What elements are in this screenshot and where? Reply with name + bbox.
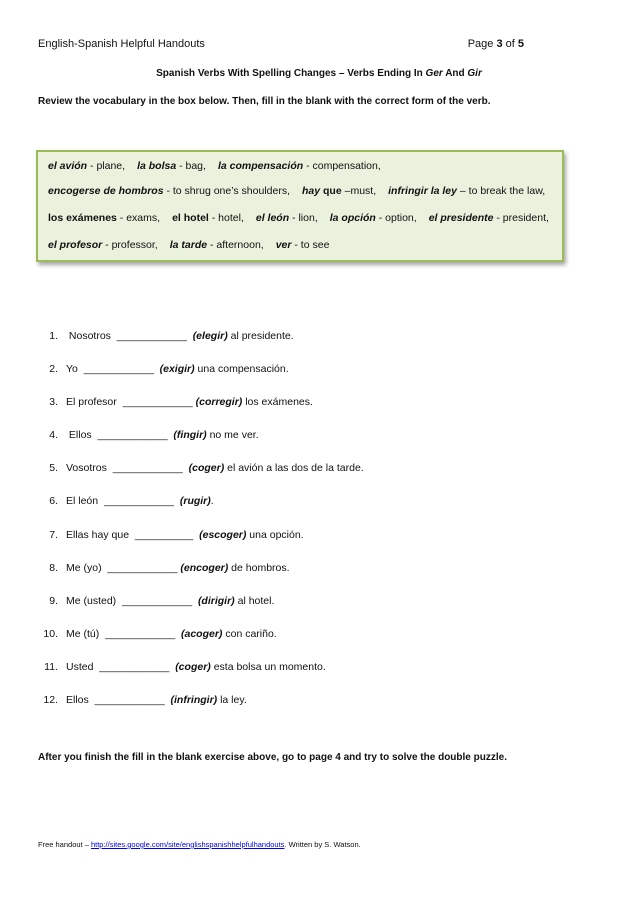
vocab-entry: la compensación - compensation,	[217, 160, 381, 172]
vocab-entry: el león - lion,	[255, 212, 318, 224]
vocab-entry: el presidente - president,	[428, 212, 549, 224]
footer-link[interactable]: http://sites.google.com/site/englishspanishhelpfulhandouts	[90, 840, 285, 849]
vocab-line	[48, 158, 552, 178]
vocab-entry: el avión - plane,	[48, 160, 126, 172]
exercise-item: 5. Vosotros ____________ (coger) el avión a las dos de la tarde.	[49, 462, 364, 475]
header-title: English-Spanish Helpful Handouts	[38, 38, 205, 50]
instructions: Review the vocabulary in the box below. Then, fill in the blank with the correct form of the verb.	[38, 96, 491, 107]
exercise-item: 3. El profesor ____________ (corregir) los exámenes.	[49, 396, 313, 409]
exercise-item: 6. El león ____________ (rugir).	[49, 495, 214, 508]
vocab-entry: el hotel - hotel,	[172, 212, 244, 224]
vocab-entry: el profesor - professor,	[48, 239, 158, 251]
vocab-entry: hay que –must,	[302, 185, 377, 197]
vocab-entry: la bolsa - bag,	[137, 160, 206, 172]
vocab-entry: encogerse de hombros - to shrug one’s shoulders,	[48, 185, 290, 197]
exercise-item: 11. Usted ____________ (coger) esta bolsa un momento.	[44, 660, 326, 673]
closing-instructions: After you finish the fill in the blank exercise above, go to page 4 and try to solve the double puzzle.	[38, 752, 507, 763]
exercise-item: 10. Me (tú) ____________ (acoger) con cariño.	[43, 627, 277, 640]
exercise-list	[38, 326, 364, 723]
vocab-line	[48, 232, 552, 259]
vocab-line	[48, 178, 552, 205]
page-title: Spanish Verbs With Spelling Changes – Verbs Ending In Ger And Gir	[156, 68, 482, 79]
vocab-entry: la opción - option,	[329, 212, 417, 224]
exercise-item: 7. Ellas hay que __________ (escoger) una opción.	[49, 528, 304, 541]
vocab-entry: ver - to see	[275, 239, 330, 251]
vocab-entry: los exámenes - exams,	[48, 212, 161, 224]
exercise-item: 12. Ellos ____________ (infringir) la ley.	[43, 694, 247, 707]
exercise-item: 1. Nosotros ____________ (elegir) al presidente.	[49, 330, 294, 342]
page-number: Page 3 of 5	[467, 38, 524, 50]
vocabulary-box	[36, 150, 564, 262]
footer: Free handout – http://sites.google.com/site/englishspanishhelpfulhandouts. Written by S. Watson.	[38, 840, 361, 849]
exercise-item: 2. Yo ____________ (exigir) una compensación.	[49, 363, 289, 376]
exercise-item: 4. Ellos ____________ (fingir) no me ver.	[49, 429, 259, 442]
vocab-line	[48, 205, 552, 232]
vocab-entry: la tarde - afternoon,	[169, 239, 264, 251]
exercise-item: 9. Me (usted) ____________ (dirigir) al hotel.	[49, 594, 275, 607]
vocab-entry: infringir la ley – to break the law,	[388, 185, 546, 197]
exercise-item: 8. Me (yo) ____________ (encoger) de hombros.	[49, 561, 290, 574]
